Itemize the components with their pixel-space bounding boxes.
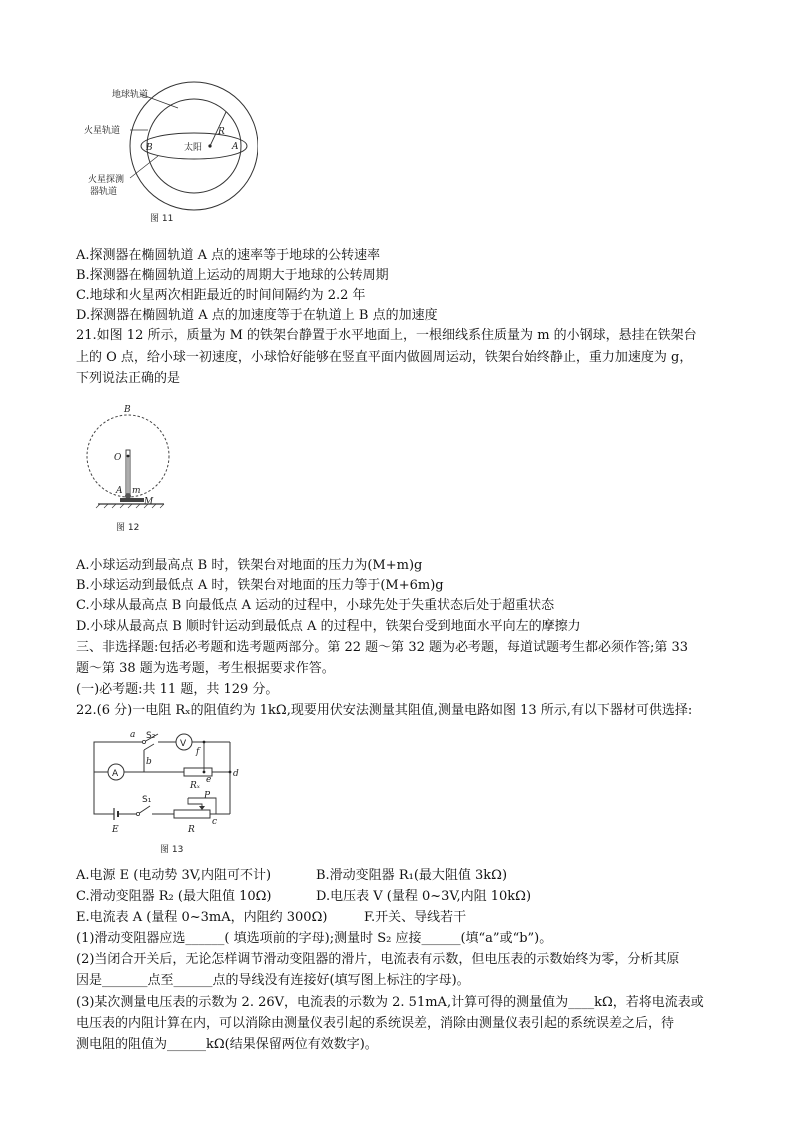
label-O: O: [114, 453, 122, 463]
q21-stem-line-3: 下列说法正确的是: [76, 371, 181, 386]
q22-part-2-line-2: 因是_______点至______点的导线没有连接好(填写图上标注的字母)。: [76, 973, 470, 988]
label-probe-orbit-1: 火星探测: [88, 175, 125, 185]
equipment-c: C.滑动变阻器 R₂ (最大阻值 10Ω): [76, 889, 272, 904]
q21-stem-line-1: 21.如图 12 所示，质量为 M 的铁架台静置于水平地面上，一根细线系住质量为 m 的小钢球，悬挂在铁架台: [76, 328, 697, 343]
label-M: M: [144, 497, 154, 507]
label-sun: 太阳: [184, 143, 203, 153]
q21-stem-line-2: 上的 O 点，给小球一初速度，小球恰好能够在竖直平面内做圆周运动，铁架台始终静止，重力加速度为 g，: [76, 350, 693, 365]
equipment-row-2: [76, 887, 778, 907]
label-m: m: [132, 486, 141, 496]
q22-part-3-line-2: 电压表的内阻计算在内，可以消除由测量仪表引起的系统误差，消除由测量仪表引起的系统误差之后，待: [76, 1016, 675, 1031]
equipment-row-3: [76, 908, 778, 928]
equipment-d: D.电压表 V (量程 0~3V,内阻 10kΩ): [316, 889, 532, 904]
label-earth-orbit: 地球轨道: [112, 90, 149, 100]
label-V: V: [180, 739, 187, 749]
q21-option-b: B.小球运动到最低点 A 时，铁架台对地面的压力等于(M+6m)g: [76, 578, 444, 593]
equipment-a: A.电源 E (电动势 3V,内阻可不计): [76, 868, 272, 883]
q22-part-3-line-3: 测电阻的阻值为______kΩ(结果保留两位有效数字)。: [76, 1037, 378, 1052]
equipment-e: E.电流表 A (量程 0~3mA，内阻约 300Ω): [76, 910, 328, 925]
label-B: B: [124, 405, 131, 415]
label-c: c: [212, 817, 218, 827]
equipment-f: F.开关、导线若干: [364, 910, 467, 925]
figure-11-caption: 图 11: [150, 214, 174, 224]
q21-option-c: C.小球从最高点 B 向最低点 A 运动的过程中，小球先处于失重状态后处于超重状态: [76, 598, 555, 613]
label-R: R: [218, 127, 225, 137]
label-P: P: [204, 791, 211, 801]
label-A: A: [232, 142, 239, 152]
q20-option-c: C.地球和火星两次相距最近的时间间隔约为 2.2 年: [76, 288, 366, 303]
figure-11: [78, 78, 258, 226]
label-probe-orbit-2: 器轨道: [90, 187, 118, 197]
figure-13-caption: 图 13: [160, 845, 184, 855]
label-B: B: [146, 143, 153, 153]
label-e: e: [206, 775, 212, 785]
stand-base: [120, 498, 144, 502]
figure-13: [84, 728, 254, 856]
label-S2: S₂: [146, 731, 156, 741]
q22-part-2-line-1: (2)当闭合开关后，无论怎样调节滑动变阻器的滑片，电流表有示数，但电压表的示数始终为零，分析其原: [76, 952, 680, 967]
label-mars-orbit: 火星轨道: [84, 126, 121, 136]
q22-part-1: (1)滑动变阻器应选______( 填选项前的字母);测量时 S₂ 应接______(填“a”或“b”)。: [76, 931, 553, 946]
section3-line-3: (一)必考题:共 11 题，共 129 分。: [76, 682, 279, 697]
label-E: E: [112, 825, 119, 835]
q20-option-b: B.探测器在椭圆轨道上运动的周期大于地球的公转周期: [76, 268, 389, 283]
figure-12-caption: 图 12: [116, 523, 140, 533]
label-S1: S₁: [142, 795, 152, 805]
label-f: f: [196, 747, 200, 757]
equipment-b: B.滑动变阻器 R₁(最大阻值 3kΩ): [316, 868, 508, 883]
figure-12: [82, 400, 172, 540]
label-a: a: [130, 730, 136, 740]
q21-option-d: D.小球从最高点 B 顺时针运动到最低点 A 的过程中，铁架台受到地面水平向左的摩擦力: [76, 619, 581, 634]
label-A: A: [116, 486, 123, 496]
q20-option-a: A.探测器在椭圆轨道 A 点的速率等于地球的公转速率: [76, 248, 381, 263]
section3-line-2: 题～第 38 题为选考题，考生根据要求作答。: [76, 661, 335, 676]
rheostat: [174, 810, 210, 818]
q21-option-a: A.小球运动到最高点 B 时，铁架台对地面的压力为(M+m)g: [76, 558, 423, 573]
label-ammeter-A: A: [112, 769, 119, 779]
q20-option-d: D.探测器在椭圆轨道 A 点的加速度等于在轨道上 B 点的加速度: [76, 308, 438, 323]
label-R: R: [188, 825, 195, 835]
section3-line-1: 三、非选择题:包括必考题和选考题两部分。第 22 题～第 32 题为必考题，每道试题考生都必须作答;第 33: [76, 640, 689, 655]
label-b: b: [146, 757, 152, 767]
q22-stem: 22.(6 分)一电阻 Rₓ的阻值约为 1kΩ,现要用伏安法测量其阻值,测量电路如图 13 所示,有以下器材可供选择:: [76, 703, 693, 718]
q22-part-3-line-1: (3)某次测量电压表的示数为 2. 26V，电流表的示数为 2. 51mA,计算可得的测量值为____kΩ，若将电流表或: [76, 995, 704, 1010]
label-d: d: [233, 769, 239, 779]
equipment-row-1: [76, 866, 778, 886]
label-Rx: Rₓ: [190, 781, 200, 791]
